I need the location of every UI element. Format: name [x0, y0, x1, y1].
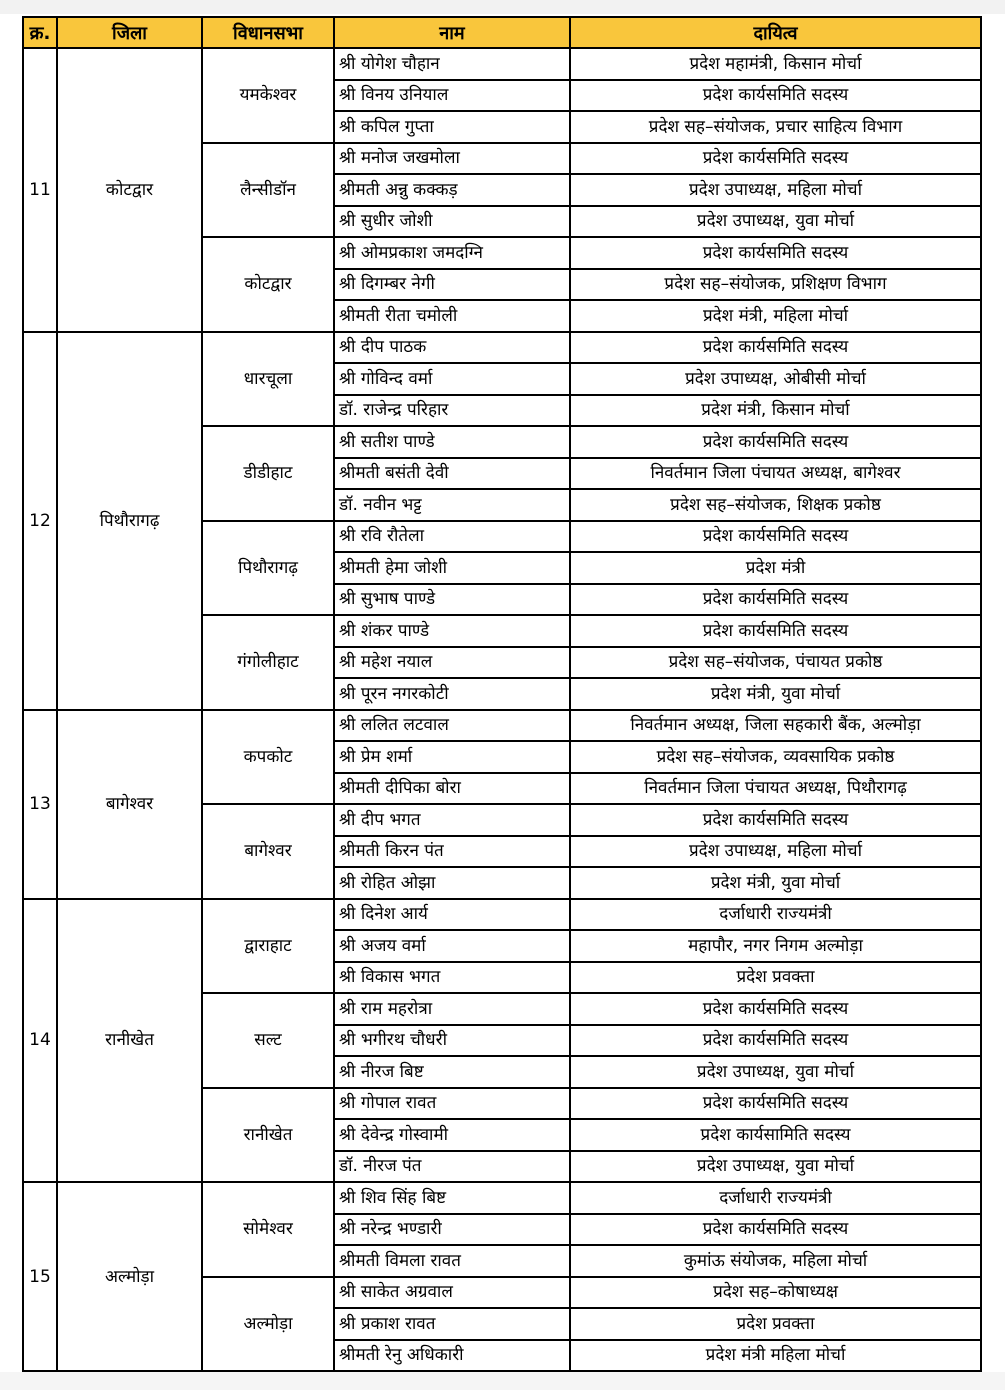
role-cell: प्रदेश कार्यसमिति सदस्य: [570, 143, 981, 175]
role-cell: प्रदेश मंत्री, महिला मोर्चा: [570, 300, 981, 332]
constituency-cell: यमकेश्वर: [202, 48, 334, 143]
role-cell: प्रदेश मंत्री, किसान मोर्चा: [570, 395, 981, 427]
role-cell: प्रदेश उपाध्यक्ष, ओबीसी मोर्चा: [570, 363, 981, 395]
serial-number-cell: 15: [23, 1182, 57, 1371]
table-row: [23, 710, 981, 742]
district-cell: कोटद्वार: [57, 48, 202, 332]
person-name-cell: डॉ. नीरज पंत: [334, 1151, 570, 1183]
role-cell: कुमांऊ संयोजक, महिला मोर्चा: [570, 1245, 981, 1277]
role-cell: प्रदेश मंत्री: [570, 552, 981, 584]
role-cell: प्रदेश उपाध्यक्ष, महिला मोर्चा: [570, 836, 981, 868]
person-name-cell: श्रीमती दीपिका बोरा: [334, 773, 570, 805]
role-cell: प्रदेश सह–संयोजक, प्रशिक्षण विभाग: [570, 269, 981, 301]
role-cell: प्रदेश उपाध्यक्ष, युवा मोर्चा: [570, 1056, 981, 1088]
header-district: जिला: [57, 17, 202, 48]
person-name-cell: श्री सुधीर जोशी: [334, 206, 570, 238]
person-name-cell: श्रीमती अन्नु कक्कड़: [334, 174, 570, 206]
role-cell: प्रदेश मंत्री महिला मोर्चा: [570, 1340, 981, 1372]
person-name-cell: श्री शिव सिंह बिष्ट: [334, 1182, 570, 1214]
district-cell: रानीखेत: [57, 899, 202, 1183]
role-cell: प्रदेश कार्यसमिति सदस्य: [570, 1025, 981, 1057]
person-name-cell: श्री रवि रौतेला: [334, 521, 570, 553]
person-name-cell: श्रीमती किरन पंत: [334, 836, 570, 868]
constituency-cell: सल्ट: [202, 993, 334, 1088]
header-serial: क्र.: [23, 17, 57, 48]
role-cell: प्रदेश कार्यसमिति सदस्य: [570, 237, 981, 269]
role-cell: प्रदेश कार्यसमिति सदस्य: [570, 804, 981, 836]
role-cell: प्रदेश मंत्री, युवा मोर्चा: [570, 867, 981, 899]
person-name-cell: श्रीमती हेमा जोशी: [334, 552, 570, 584]
constituency-cell: लैन्सीडॉन: [202, 143, 334, 238]
constituency-cell: बागेश्वर: [202, 804, 334, 899]
constituency-cell: धारचूला: [202, 332, 334, 427]
role-cell: प्रदेश कार्यसमिति सदस्य: [570, 1088, 981, 1120]
person-name-cell: श्री सुभाष पाण्डे: [334, 584, 570, 616]
table-row: [23, 332, 981, 364]
header-role: दायित्व: [570, 17, 981, 48]
role-cell: प्रदेश कार्यसमिति सदस्य: [570, 1214, 981, 1246]
constituency-cell: द्वाराहाट: [202, 899, 334, 994]
district-cell: अल्मोड़ा: [57, 1182, 202, 1371]
table-row: [23, 1182, 981, 1214]
person-name-cell: श्री दिनेश आर्य: [334, 899, 570, 931]
person-name-cell: डॉ. नवीन भट्ट: [334, 489, 570, 521]
role-cell: प्रदेश प्रवक्ता: [570, 1308, 981, 1340]
role-cell: प्रदेश कार्यसमिति सदस्य: [570, 615, 981, 647]
role-cell: प्रदेश मंत्री, युवा मोर्चा: [570, 678, 981, 710]
district-cell: पिथौरागढ़: [57, 332, 202, 710]
role-cell: प्रदेश सह–संयोजक, व्यवसायिक प्रकोष्ठ: [570, 741, 981, 773]
person-name-cell: श्री शंकर पाण्डे: [334, 615, 570, 647]
person-name-cell: श्री गोपाल रावत: [334, 1088, 570, 1120]
role-cell: प्रदेश महामंत्री, किसान मोर्चा: [570, 48, 981, 80]
role-cell: प्रदेश कार्यसमिति सदस्य: [570, 80, 981, 112]
table-row: [23, 899, 981, 931]
role-cell: प्रदेश कार्यसमिति सदस्य: [570, 584, 981, 616]
role-cell: प्रदेश उपाध्यक्ष, महिला मोर्चा: [570, 174, 981, 206]
person-name-cell: श्री राम महरोत्रा: [334, 993, 570, 1025]
person-name-cell: श्री गोविन्द वर्मा: [334, 363, 570, 395]
constituency-cell: अल्मोड़ा: [202, 1277, 334, 1372]
header-name: नाम: [334, 17, 570, 48]
person-name-cell: श्री कपिल गुप्ता: [334, 111, 570, 143]
constituency-cell: पिथौरागढ़: [202, 521, 334, 616]
office-bearers-table: [22, 16, 982, 1372]
person-name-cell: श्री पूरन नगरकोटी: [334, 678, 570, 710]
person-name-cell: श्री रोहित ओझा: [334, 867, 570, 899]
bottom-margin: [0, 1372, 1005, 1390]
district-cell: बागेश्वर: [57, 710, 202, 899]
role-cell: प्रदेश कार्यसमिति सदस्य: [570, 993, 981, 1025]
role-cell: प्रदेश कार्यसमिति सदस्य: [570, 426, 981, 458]
person-name-cell: श्री विनय उनियाल: [334, 80, 570, 112]
person-name-cell: श्री देवेन्द्र गोस्वामी: [334, 1119, 570, 1151]
top-margin: [0, 0, 1005, 14]
role-cell: प्रदेश कार्यसमिति सदस्य: [570, 332, 981, 364]
person-name-cell: श्री प्रेम शर्मा: [334, 741, 570, 773]
person-name-cell: श्री दीप भगत: [334, 804, 570, 836]
person-name-cell: श्री नरेन्द्र भण्डारी: [334, 1214, 570, 1246]
person-name-cell: श्री साकेत अग्रवाल: [334, 1277, 570, 1309]
role-cell: दर्जाधारी राज्यमंत्री: [570, 899, 981, 931]
person-name-cell: श्री मनोज जखमोला: [334, 143, 570, 175]
person-name-cell: श्री ओमप्रकाश जमदग्नि: [334, 237, 570, 269]
person-name-cell: श्री दीप पाठक: [334, 332, 570, 364]
table-row: [23, 48, 981, 80]
serial-number-cell: 13: [23, 710, 57, 899]
role-cell: प्रदेश प्रवक्ता: [570, 962, 981, 994]
person-name-cell: श्रीमती विमला रावत: [334, 1245, 570, 1277]
role-cell: प्रदेश सह–कोषाध्यक्ष: [570, 1277, 981, 1309]
person-name-cell: श्री नीरज बिष्ट: [334, 1056, 570, 1088]
table-body: [23, 48, 981, 1371]
role-cell: निवर्तमान अध्यक्ष, जिला सहकारी बैंक, अल्मोड़ा: [570, 710, 981, 742]
role-cell: प्रदेश सह–संयोजक, शिक्षक प्रकोष्ठ: [570, 489, 981, 521]
person-name-cell: श्रीमती रीता चमोली: [334, 300, 570, 332]
person-name-cell: श्री ललित लटवाल: [334, 710, 570, 742]
serial-number-cell: 14: [23, 899, 57, 1183]
role-cell: निवर्तमान जिला पंचायत अध्यक्ष, बागेश्वर: [570, 458, 981, 490]
person-name-cell: श्री दिगम्बर नेगी: [334, 269, 570, 301]
constituency-cell: सोमेश्वर: [202, 1182, 334, 1277]
person-name-cell: श्रीमती रेनु अधिकारी: [334, 1340, 570, 1372]
role-cell: महापौर, नगर निगम अल्मोड़ा: [570, 930, 981, 962]
person-name-cell: श्री प्रकाश रावत: [334, 1308, 570, 1340]
person-name-cell: श्री सतीश पाण्डे: [334, 426, 570, 458]
role-cell: प्रदेश उपाध्यक्ष, युवा मोर्चा: [570, 206, 981, 238]
role-cell: प्रदेश कार्यसमिति सदस्य: [570, 521, 981, 553]
person-name-cell: श्री विकास भगत: [334, 962, 570, 994]
role-cell: प्रदेश कार्यसामिति सदस्य: [570, 1119, 981, 1151]
person-name-cell: श्री योगेश चौहान: [334, 48, 570, 80]
constituency-cell: डीडीहाट: [202, 426, 334, 521]
constituency-cell: रानीखेत: [202, 1088, 334, 1183]
table-header-row: [23, 17, 981, 48]
constituency-cell: कोटद्वार: [202, 237, 334, 332]
role-cell: दर्जाधारी राज्यमंत्री: [570, 1182, 981, 1214]
role-cell: प्रदेश सह–संयोजक, पंचायत प्रकोष्ठ: [570, 647, 981, 679]
role-cell: प्रदेश सह–संयोजक, प्रचार साहित्य विभाग: [570, 111, 981, 143]
role-cell: निवर्तमान जिला पंचायत अध्यक्ष, पिथौरागढ़: [570, 773, 981, 805]
person-name-cell: डॉ. राजेन्द्र परिहार: [334, 395, 570, 427]
serial-number-cell: 12: [23, 332, 57, 710]
person-name-cell: श्री अजय वर्मा: [334, 930, 570, 962]
serial-number-cell: 11: [23, 48, 57, 332]
person-name-cell: श्री महेश नयाल: [334, 647, 570, 679]
header-constituency: विधानसभा: [202, 17, 334, 48]
constituency-cell: गंगोलीहाट: [202, 615, 334, 710]
constituency-cell: कपकोट: [202, 710, 334, 805]
role-cell: प्रदेश उपाध्यक्ष, युवा मोर्चा: [570, 1151, 981, 1183]
person-name-cell: श्री भगीरथ चौधरी: [334, 1025, 570, 1057]
person-name-cell: श्रीमती बसंती देवी: [334, 458, 570, 490]
